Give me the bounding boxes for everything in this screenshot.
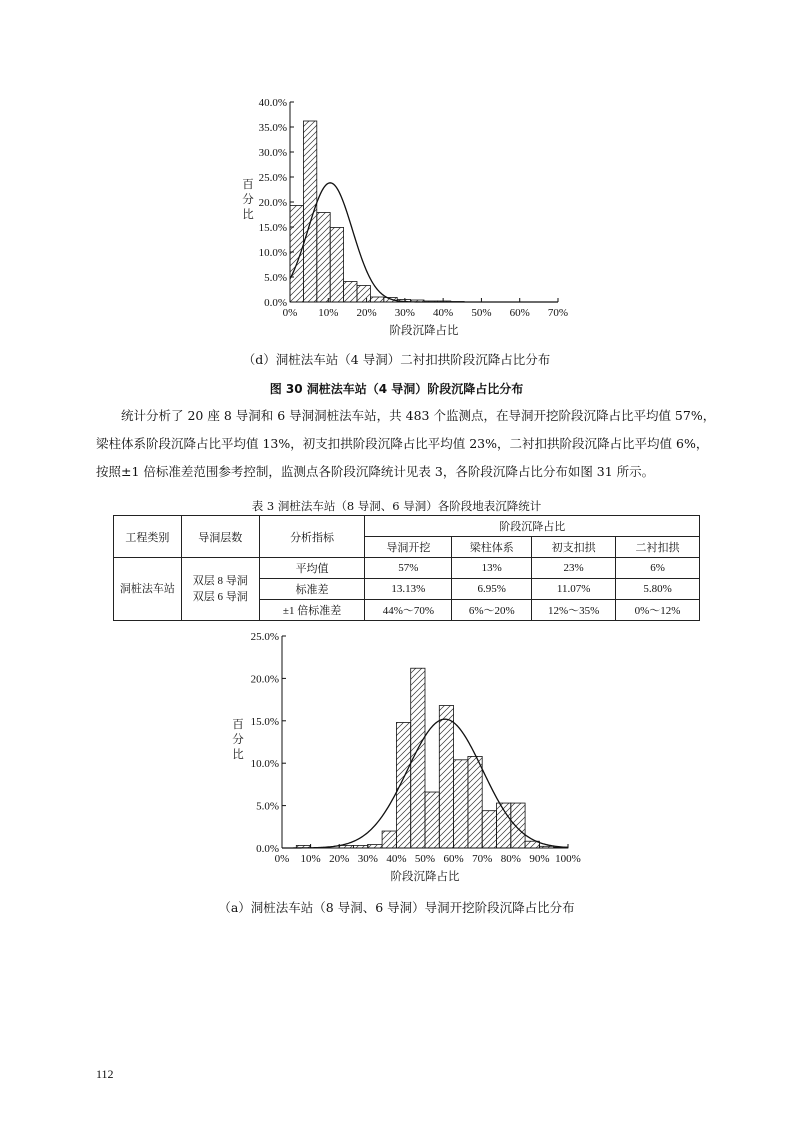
y-tick-label: 10.0% bbox=[258, 247, 287, 259]
paragraph-line-3: 按照±1 倍标准差范围参考控制，监测点各阶段沉降统计见表 3，各阶段沉降占比分布如图 31 所示。 bbox=[96, 464, 655, 479]
cell-index: 平均值 bbox=[259, 558, 365, 579]
figure-a-caption: （a）洞桩法车站（8 导洞、6 导洞）导洞开挖阶段沉降占比分布 bbox=[218, 900, 575, 915]
x-tick-label: 30% bbox=[394, 307, 415, 319]
table-cell: 12%～35% bbox=[532, 600, 616, 621]
x-tick-label: 60% bbox=[509, 307, 530, 319]
header-index: 分析指标 bbox=[259, 516, 365, 558]
histogram-bar bbox=[468, 756, 482, 848]
header-layers: 导洞层数 bbox=[181, 516, 259, 558]
x-tick-label: 50% bbox=[471, 307, 492, 319]
y-tick-label: 0.0% bbox=[256, 843, 279, 855]
y-tick-label: 15.0% bbox=[258, 222, 287, 234]
y-tick-label: 10.0% bbox=[250, 758, 279, 771]
histogram-bar bbox=[425, 792, 439, 848]
y-tick-label: 20.0% bbox=[250, 673, 279, 686]
table-cell: 13% bbox=[452, 558, 532, 579]
x-tick-label: 40% bbox=[433, 307, 454, 319]
histogram-bar bbox=[357, 286, 370, 303]
table-3 bbox=[113, 515, 700, 621]
header-stage: 二衬扣拱 bbox=[616, 537, 700, 558]
table-cell: 44%～70% bbox=[365, 600, 452, 621]
histogram-bar bbox=[482, 811, 496, 848]
histogram-bar bbox=[290, 206, 303, 303]
histogram-bar bbox=[344, 282, 357, 303]
x-tick-label: 60% bbox=[443, 853, 464, 865]
cell-index: 标准差 bbox=[259, 579, 365, 600]
header-stage: 梁柱体系 bbox=[452, 537, 532, 558]
histogram-bar bbox=[511, 803, 525, 848]
y-tick-label: 25.0% bbox=[250, 631, 279, 643]
table-cell: 5.80% bbox=[616, 579, 700, 600]
histogram-bar bbox=[439, 706, 453, 848]
table-header-row bbox=[114, 516, 700, 537]
y-tick-label: 30.0% bbox=[258, 147, 287, 159]
y-tick-label: 35.0% bbox=[258, 122, 287, 134]
body-paragraph bbox=[96, 402, 736, 486]
paragraph-line-2: 梁柱体系阶段沉降占比平均值 13%，初支扣拱阶段沉降占比平均值 23%，二衬扣拱阶段沉降占比平均值 6%， bbox=[96, 436, 709, 451]
paragraph-line-1: 统计分析了 20 座 8 导洞和 6 导洞洞桩法车站，共 483 个监测点，在导洞开挖阶段沉降占比平均值 57%， bbox=[121, 408, 716, 423]
y-axis-label: 百分比 bbox=[242, 179, 254, 221]
x-tick-label: 20% bbox=[329, 853, 350, 865]
x-tick-label: 90% bbox=[529, 853, 550, 865]
table-3-title: 表 3 洞桩法车站（8 导洞、6 导洞）各阶段地表沉降统计 bbox=[251, 499, 542, 513]
y-tick-label: 15.0% bbox=[250, 715, 279, 728]
cell-index: ±1 倍标准差 bbox=[259, 600, 365, 621]
table-cell: 6% bbox=[616, 558, 700, 579]
figure-d-caption: （d）洞桩法车站（4 导洞）二衬扣拱阶段沉降占比分布 bbox=[242, 352, 551, 367]
table-cell: 6%～20% bbox=[452, 600, 532, 621]
histogram-bar bbox=[382, 831, 396, 848]
histogram-bar bbox=[454, 760, 468, 848]
header-stage: 初支扣拱 bbox=[532, 537, 616, 558]
y-tick-label: 5.0% bbox=[256, 800, 279, 813]
header-stage: 导洞开挖 bbox=[365, 537, 452, 558]
histogram-bar bbox=[396, 722, 410, 848]
page-number: 112 bbox=[96, 1067, 114, 1081]
y-axis-label: 百分比 bbox=[232, 719, 244, 761]
histogram-bar bbox=[317, 213, 330, 303]
table-cell: 0%～12% bbox=[616, 600, 700, 621]
histogram-bar bbox=[303, 121, 316, 302]
histogram-bar bbox=[368, 845, 382, 848]
x-tick-label: 10% bbox=[318, 307, 339, 319]
table-cell: 23% bbox=[532, 558, 616, 579]
y-tick-label: 5.0% bbox=[264, 272, 287, 284]
x-tick-label: 20% bbox=[356, 307, 377, 319]
cell-project-type: 洞桩法车站 bbox=[114, 558, 182, 621]
x-tick-label: 70% bbox=[472, 853, 493, 865]
table-cell: 13.13% bbox=[365, 579, 452, 600]
x-tick-label: 10% bbox=[300, 853, 321, 865]
x-tick-label: 100% bbox=[555, 853, 581, 865]
x-tick-label: 0% bbox=[274, 853, 290, 865]
table-cell: 57% bbox=[365, 558, 452, 579]
y-tick-label: 20.0% bbox=[258, 197, 287, 209]
x-axis-label: 阶段沉降占比 bbox=[389, 325, 459, 337]
header-stage-group: 阶段沉降占比 bbox=[365, 516, 700, 537]
histogram-bar bbox=[370, 297, 383, 302]
x-tick-label: 0% bbox=[282, 307, 298, 319]
y-tick-label: 40.0% bbox=[258, 97, 287, 109]
x-tick-label: 80% bbox=[500, 853, 521, 865]
header-project-type: 工程类别 bbox=[114, 516, 182, 558]
table-row bbox=[114, 558, 700, 579]
chart-stage-d-histogram bbox=[230, 92, 580, 342]
x-tick-label: 40% bbox=[386, 853, 407, 865]
histogram-bar bbox=[330, 228, 343, 303]
figure-30-title: 图 30 洞桩法车站（4 导洞）阶段沉降占比分布 bbox=[269, 382, 524, 396]
x-axis-label: 阶段沉降占比 bbox=[390, 871, 460, 883]
table-cell: 6.95% bbox=[452, 579, 532, 600]
x-tick-label: 50% bbox=[414, 853, 436, 865]
x-tick-label: 30% bbox=[357, 853, 378, 865]
y-tick-label: 0.0% bbox=[264, 297, 287, 309]
y-tick-label: 25.0% bbox=[258, 172, 287, 184]
cell-layer-6: 双层 6 导洞 bbox=[192, 591, 248, 603]
cell-layers bbox=[181, 558, 259, 621]
chart-stage-a-histogram bbox=[222, 628, 592, 888]
table-cell: 11.07% bbox=[532, 579, 616, 600]
cell-layer-8: 双层 8 导洞 bbox=[192, 575, 248, 587]
x-tick-label: 70% bbox=[547, 307, 569, 319]
